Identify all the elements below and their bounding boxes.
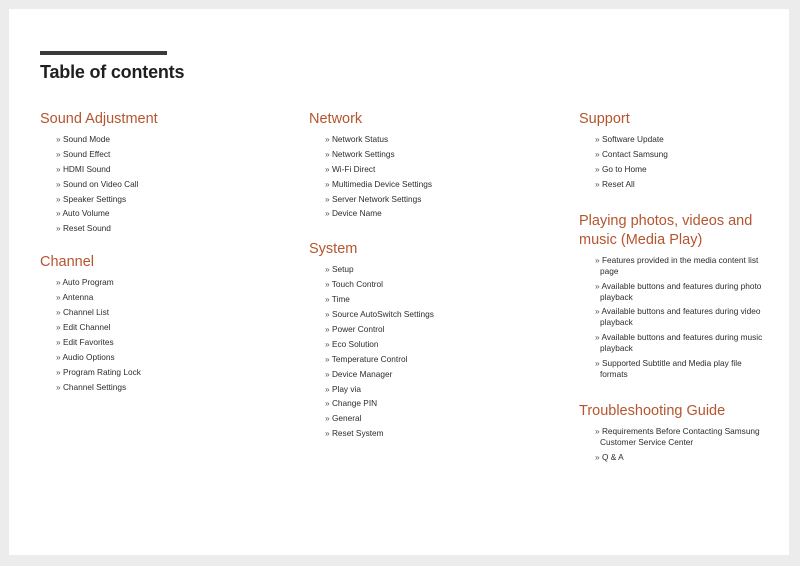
toc-item-list: [40, 277, 280, 392]
toc-item-label: Touch Control: [331, 279, 383, 290]
bullet-icon: »: [325, 163, 330, 174]
toc-item[interactable]: [56, 352, 280, 363]
bullet-icon: »: [595, 178, 600, 189]
toc-item[interactable]: [595, 306, 769, 328]
bullet-icon: »: [595, 306, 600, 317]
toc-item[interactable]: [56, 382, 280, 393]
bullet-icon: »: [595, 332, 600, 343]
bullet-icon: »: [325, 324, 330, 335]
bullet-icon: »: [325, 353, 330, 364]
toc-item-label: Power Control: [331, 324, 385, 335]
bullet-icon: »: [325, 294, 330, 305]
toc-section: [40, 110, 280, 234]
bullet-icon: »: [595, 280, 600, 291]
toc-item-label: Requirements Before Contacting Samsung Customer Service Center: [600, 426, 760, 448]
toc-item[interactable]: [595, 452, 769, 463]
bullet-icon: »: [56, 351, 61, 362]
toc-item-label: Edit Channel: [62, 322, 111, 333]
bullet-icon: »: [56, 163, 61, 174]
toc-item[interactable]: [325, 294, 549, 305]
bullet-icon: »: [325, 264, 330, 275]
bullet-icon: »: [56, 208, 61, 219]
toc-column-1: [40, 110, 280, 415]
toc-item[interactable]: [56, 149, 280, 160]
bullet-icon: »: [56, 322, 61, 333]
toc-item-label: Multimedia Device Settings: [331, 178, 433, 189]
toc-item-label: Q & A: [601, 452, 624, 463]
toc-item[interactable]: [325, 428, 549, 439]
bullet-icon: »: [56, 134, 61, 144]
document-page: [9, 9, 789, 555]
bullet-icon: »: [325, 193, 330, 204]
bullet-icon: »: [56, 277, 61, 288]
toc-item-label: Wi-Fi Direct: [331, 163, 376, 174]
toc-item[interactable]: [325, 194, 549, 205]
toc-section: [579, 212, 769, 381]
section-title[interactable]: Channel: [40, 254, 95, 271]
toc-item[interactable]: [56, 194, 280, 205]
bullet-icon: »: [325, 383, 330, 394]
toc-item-label: Auto Program: [62, 277, 114, 288]
toc-item-label: Network Settings: [331, 148, 395, 159]
bullet-icon: »: [56, 366, 61, 377]
toc-item[interactable]: [56, 208, 280, 219]
toc-item[interactable]: [595, 255, 769, 277]
title-accent-bar: [40, 51, 167, 55]
toc-item[interactable]: [325, 398, 549, 409]
section-title[interactable]: Sound Adjustment: [40, 111, 158, 127]
toc-item-label: Time: [331, 294, 350, 305]
bullet-icon: »: [56, 193, 61, 204]
toc-item-label: Software Update: [601, 134, 664, 144]
toc-item[interactable]: [325, 149, 549, 160]
toc-item-label: Supported Subtitle and Media play file formats: [600, 358, 742, 380]
toc-item[interactable]: [325, 369, 549, 380]
toc-item[interactable]: [56, 292, 280, 303]
toc-item[interactable]: [595, 134, 769, 145]
toc-item-label: Network Status: [331, 134, 389, 144]
section-title[interactable]: System: [309, 241, 358, 258]
bullet-icon: »: [595, 134, 600, 144]
toc-item-label: Speaker Settings: [62, 193, 127, 204]
toc-item-label: Server Network Settings: [331, 193, 422, 204]
bullet-icon: »: [56, 292, 61, 303]
bullet-icon: »: [325, 338, 330, 349]
toc-item[interactable]: [56, 134, 280, 145]
bullet-icon: »: [595, 254, 600, 265]
toc-item[interactable]: [325, 164, 549, 175]
toc-item-label: Sound Effect: [62, 148, 111, 159]
bullet-icon: »: [595, 358, 600, 369]
toc-item-label: Go to Home: [601, 163, 647, 174]
toc-item-label: Device Manager: [331, 368, 393, 379]
toc-item-list: [579, 426, 769, 463]
bullet-icon: »: [325, 134, 330, 144]
bullet-icon: »: [325, 398, 330, 409]
bullet-icon: »: [56, 148, 61, 159]
toc-column-2: [309, 110, 549, 461]
page-title: Table of contents: [40, 62, 185, 82]
toc-item-label: Edit Favorites: [62, 336, 114, 347]
bullet-icon: »: [56, 223, 61, 234]
toc-item-label: Features provided in the media content list page: [600, 254, 759, 276]
toc-item[interactable]: [56, 322, 280, 333]
toc-section: [579, 402, 769, 463]
toc-item-label: Available buttons and features during photo playback: [600, 280, 762, 302]
toc-item-label: Reset Sound: [62, 223, 111, 234]
toc-item-label: Channel Settings: [62, 381, 127, 392]
bullet-icon: »: [595, 148, 600, 159]
toc-item[interactable]: [325, 309, 549, 320]
toc-item-list: [40, 134, 280, 234]
toc-item-list: [309, 264, 549, 439]
toc-item-label: Play via: [331, 383, 361, 394]
bullet-icon: »: [325, 148, 330, 159]
toc-item-label: Antenna: [62, 292, 94, 303]
toc-item[interactable]: [595, 358, 769, 380]
toc-item-label: Channel List: [62, 307, 110, 318]
toc-item[interactable]: [325, 354, 549, 365]
toc-item[interactable]: [595, 164, 769, 175]
toc-item[interactable]: [56, 223, 280, 234]
toc-section: [309, 240, 549, 439]
toc-item[interactable]: [56, 307, 280, 318]
section-title[interactable]: Troubleshooting Guide: [579, 403, 726, 420]
toc-item-list: [579, 134, 769, 190]
bullet-icon: »: [56, 381, 61, 392]
toc-item-label: HDMI Sound: [62, 163, 111, 174]
bullet-icon: »: [325, 428, 330, 439]
toc-item[interactable]: [325, 208, 549, 219]
toc-item[interactable]: [325, 134, 549, 145]
toc-item-label: Temperature Control: [331, 353, 408, 364]
toc-section: [579, 110, 769, 190]
section-title[interactable]: Playing photos, videos and music (Media Play): [579, 212, 753, 248]
bullet-icon: »: [56, 178, 61, 189]
toc-item[interactable]: [595, 281, 769, 303]
section-title[interactable]: Support: [579, 111, 630, 127]
toc-item-label: Device Name: [331, 208, 382, 219]
toc-item-label: Reset All: [601, 178, 635, 189]
toc-item[interactable]: [595, 149, 769, 160]
toc-item-label: Source AutoSwitch Settings: [331, 309, 434, 320]
bullet-icon: »: [325, 368, 330, 379]
toc-item[interactable]: [325, 339, 549, 350]
toc-item-list: [309, 134, 549, 219]
toc-item[interactable]: [325, 413, 549, 424]
bullet-icon: »: [595, 426, 600, 437]
toc-item[interactable]: [325, 279, 549, 290]
toc-item[interactable]: [325, 324, 549, 335]
toc-item[interactable]: [325, 384, 549, 395]
toc-item[interactable]: [56, 179, 280, 190]
toc-item-label: Setup: [331, 264, 354, 275]
bullet-icon: »: [325, 279, 330, 290]
toc-item[interactable]: [595, 179, 769, 190]
bullet-icon: »: [56, 336, 61, 347]
toc-item-label: Auto Volume: [62, 208, 110, 219]
toc-item-label: Available buttons and features during video playback: [600, 306, 761, 328]
bullet-icon: »: [56, 307, 61, 318]
toc-item[interactable]: [56, 164, 280, 175]
bullet-icon: »: [325, 178, 330, 189]
toc-column-3: [579, 110, 769, 485]
bullet-icon: »: [595, 163, 600, 174]
toc-section: [309, 110, 549, 219]
toc-item-label: Eco Solution: [331, 338, 379, 349]
section-title[interactable]: Network: [309, 111, 363, 127]
toc-item[interactable]: [56, 337, 280, 348]
toc-item[interactable]: [56, 367, 280, 378]
toc-item-label: Available buttons and features during music playback: [600, 332, 763, 354]
toc-item[interactable]: [595, 332, 769, 354]
toc-item-label: Reset System: [331, 428, 384, 439]
bullet-icon: »: [595, 452, 600, 463]
toc-item[interactable]: [56, 277, 280, 288]
toc-item-label: Program Rating Lock: [62, 366, 141, 377]
toc-item[interactable]: [325, 264, 549, 275]
bullet-icon: »: [325, 208, 330, 219]
toc-section: [40, 253, 280, 392]
toc-item-list: [579, 255, 769, 381]
toc-item-label: Sound Mode: [62, 134, 110, 144]
bullet-icon: »: [325, 309, 330, 320]
toc-item-label: General: [331, 413, 362, 424]
toc-item-label: Change PIN: [331, 398, 378, 409]
bullet-icon: »: [325, 413, 330, 424]
toc-item-label: Sound on Video Call: [62, 178, 139, 189]
toc-item-label: Audio Options: [62, 351, 115, 362]
toc-item-label: Contact Samsung: [601, 148, 668, 159]
toc-item[interactable]: [595, 426, 769, 448]
toc-item[interactable]: [325, 179, 549, 190]
